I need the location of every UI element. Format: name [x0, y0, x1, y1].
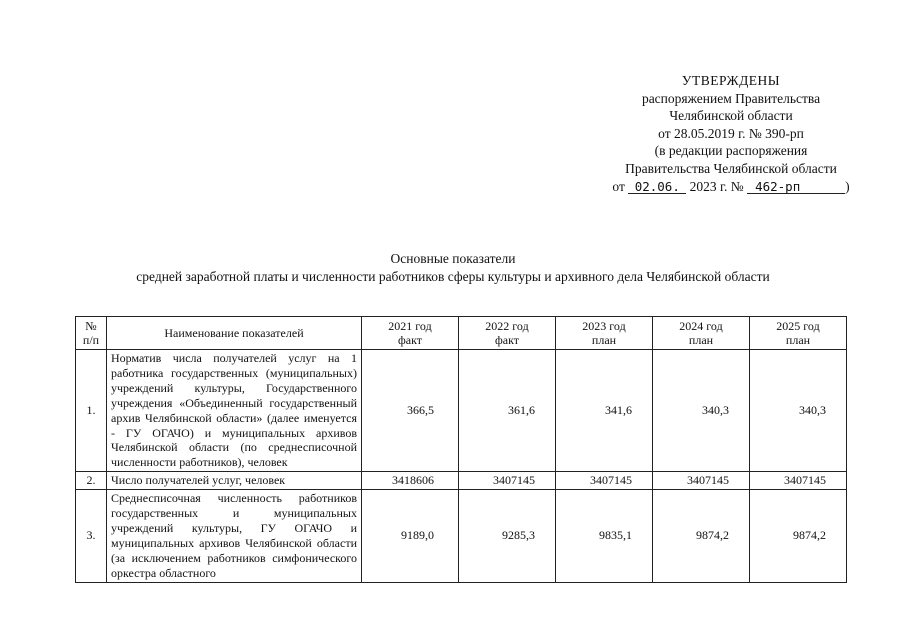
header-2021	[362, 317, 459, 350]
row-number: 2.	[76, 472, 107, 490]
table-header-row	[76, 317, 847, 350]
header-number-line-1: №	[85, 319, 97, 333]
header-2024	[653, 317, 750, 350]
handwritten-date-field	[628, 180, 686, 194]
row-value-2023: 341,6	[556, 350, 653, 472]
header-2023	[556, 317, 653, 350]
header-2025-type: план	[785, 333, 811, 347]
header-2025-year: 2025 год	[776, 319, 820, 333]
approval-line-6: Правительства Челябинской области	[625, 160, 837, 176]
row-value-2023: 3407145	[556, 472, 653, 490]
document-title	[0, 250, 906, 286]
header-number-line-2: п/п	[82, 333, 100, 347]
document-title-line-1: Основные показатели	[390, 251, 516, 266]
header-2024-year: 2024 год	[679, 319, 723, 333]
approval-closing-paren: )	[845, 178, 850, 194]
header-number	[76, 317, 107, 350]
header-2021-type: факт	[397, 333, 423, 347]
table-row	[76, 350, 847, 472]
row-number: 3.	[76, 490, 107, 582]
header-2025	[750, 317, 847, 350]
header-2022	[459, 317, 556, 350]
document-title-line-2: средней заработной платы и численности работников сферы культуры и архивного дела Челябинской области	[136, 269, 770, 284]
row-value-2021: 9189,0	[362, 490, 459, 582]
header-2023-year: 2023 год	[582, 319, 626, 333]
row-number: 1.	[76, 350, 107, 472]
handwritten-number-field	[747, 180, 845, 194]
row-value-2025: 340,3	[750, 350, 847, 472]
header-2022-type: факт	[494, 333, 520, 347]
handwritten-number: 462-рп	[755, 178, 801, 194]
row-indicator-name: Норматив числа получателей услуг на 1 работника государственных (муниципальных) учреждений культуры, Государственного учреждения «Объединенный государственный архив Челябинской области» (далее именуется - ГУ ОГАЧО) и муниципальных архивов Челябинской области (по среднесписочной численности работников), человек	[107, 350, 362, 472]
header-indicator-name: Наименование показателей	[107, 317, 362, 350]
row-value-2024: 3407145	[653, 472, 750, 490]
approval-year-number-label: 2023 г. №	[689, 178, 744, 194]
row-value-2022: 3407145	[459, 472, 556, 490]
table-row	[76, 472, 847, 490]
approval-line-3: Челябинской области	[669, 108, 793, 124]
approval-line-7	[596, 178, 866, 196]
row-value-2025: 3407145	[750, 472, 847, 490]
approval-line-2: распоряжением Правительства	[641, 90, 821, 106]
header-2021-year: 2021 год	[388, 319, 432, 333]
row-value-2022: 361,6	[459, 350, 556, 472]
row-value-2024: 9874,2	[653, 490, 750, 582]
row-value-2021: 3418606	[362, 472, 459, 490]
header-2022-year: 2022 год	[485, 319, 529, 333]
row-value-2021: 366,5	[362, 350, 459, 472]
row-indicator-name: Число получателей услуг, человек	[107, 472, 362, 490]
table-row	[76, 490, 847, 582]
row-indicator-name: Среднесписочная численность работников государственных и муниципальных учреждений культуры, ГУ ОГАЧО и муниципальных архивов Челябинской области (за исключением работников симфонического оркестра областного	[107, 490, 362, 582]
header-2024-type: план	[688, 333, 714, 347]
row-value-2024: 340,3	[653, 350, 750, 472]
row-value-2023: 9835,1	[556, 490, 653, 582]
indicators-table	[75, 316, 847, 583]
approval-stamp	[596, 72, 866, 195]
row-value-2025: 9874,2	[750, 490, 847, 582]
approval-date-prefix: от	[612, 178, 625, 194]
row-value-2022: 9285,3	[459, 490, 556, 582]
approval-line-5: (в редакции распоряжения	[654, 143, 808, 159]
approval-line-4: от 28.05.2019 г. № 390-рп	[658, 125, 804, 141]
handwritten-date: 02.06.	[634, 178, 680, 194]
approval-heading: УТВЕРЖДЕНЫ	[681, 73, 781, 88]
header-2023-type: план	[591, 333, 617, 347]
